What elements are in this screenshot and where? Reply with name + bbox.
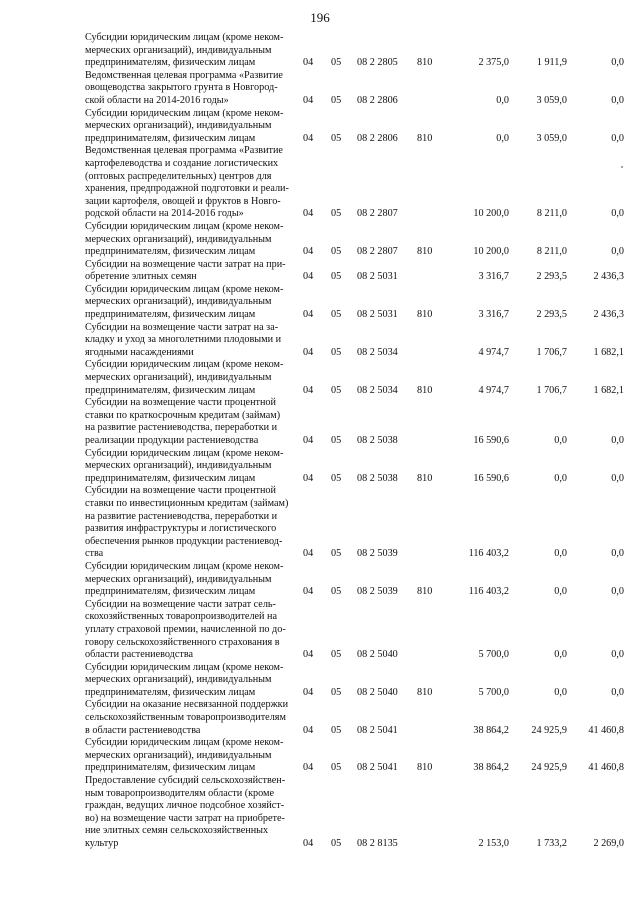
row-target-article: 08 2 5038 bbox=[357, 435, 398, 446]
row-amount-2: 0,0 bbox=[554, 435, 567, 446]
row-expense-type: 810 bbox=[417, 57, 433, 69]
table-row bbox=[85, 485, 624, 561]
row-amount-1: 3 316,7 bbox=[478, 271, 509, 283]
row-amount-3: 0,0 bbox=[611, 132, 624, 144]
row-amount-1: 38 864,2 bbox=[473, 762, 509, 774]
table-row bbox=[85, 322, 624, 360]
row-podrazdel: 05 bbox=[331, 586, 342, 598]
row-amount-1: 4 974,7 bbox=[478, 384, 509, 396]
row-amount-2: 0,0 bbox=[554, 586, 567, 598]
row-amount-3: 1 682,1 bbox=[593, 384, 624, 396]
row-name: Субсидии юридическим лицам (кроме неком- мерческих организаций), индивидуальным предпринимателям, физическим лицам bbox=[85, 220, 284, 258]
table-row bbox=[85, 775, 624, 851]
table-row bbox=[85, 448, 624, 486]
row-expense-type: 810 bbox=[417, 686, 433, 698]
row-target-article: 08 2 5040 bbox=[357, 686, 398, 698]
row-name: Субсидии на оказание несвязанной поддержки сельскохозяйственным товаропроизводителям в области растениеводства bbox=[85, 699, 289, 736]
row-target-article: 08 2 2807 bbox=[357, 246, 398, 258]
table-row bbox=[85, 699, 624, 737]
row-amount-3: 41 460,8 bbox=[588, 762, 624, 774]
row-amount-3: 0,0 bbox=[611, 472, 624, 484]
row-name: Субсидии юридическим лицам (кроме неком- мерческих организаций), индивидуальным предпринимателям, физическим лицам bbox=[85, 359, 284, 396]
row-amount-1: 4 974,7 bbox=[478, 346, 509, 358]
table-row bbox=[85, 70, 624, 108]
row-expense-type bbox=[417, 259, 447, 284]
row-razdel: 04 bbox=[303, 686, 314, 698]
scan-speck bbox=[621, 166, 623, 168]
row-name: Субсидии юридическим лицам (кроме неком- мерческих организаций), индивидуальным предпринимателям, физическим лицам bbox=[85, 737, 284, 774]
row-razdel: 04 bbox=[303, 271, 314, 283]
row-name: Субсидии юридическим лицам (кроме неком- мерческих организаций), индивидуальным предпринимателям, физическим лицам bbox=[85, 107, 284, 144]
row-name: Субсидии на возмещение части затрат сель- скохозяйственных товаропроизводителей на уплату страховой премии, начисленной по до- говору сельскохозяйственного страхования в области растениеводства bbox=[85, 598, 286, 661]
row-expense-type bbox=[417, 775, 447, 851]
budget-table bbox=[85, 32, 624, 851]
row-amount-3: 0,0 bbox=[611, 686, 624, 698]
row-amount-2: 1 733,2 bbox=[536, 838, 567, 849]
row-expense-type bbox=[417, 397, 447, 447]
row-amount-1: 116 403,2 bbox=[468, 586, 509, 598]
table-row bbox=[85, 737, 624, 775]
row-expense-type: 810 bbox=[417, 384, 433, 396]
row-amount-2: 0,0 bbox=[554, 649, 567, 661]
row-razdel: 04 bbox=[303, 472, 314, 484]
row-amount-2: 0,0 bbox=[554, 548, 567, 560]
row-razdel: 04 bbox=[303, 246, 314, 258]
row-podrazdel: 05 bbox=[331, 838, 342, 849]
row-amount-3: 0,0 bbox=[611, 435, 624, 446]
row-razdel: 04 bbox=[303, 586, 314, 598]
row-razdel: 04 bbox=[303, 384, 314, 396]
row-name: Субсидии юридическим лицам (кроме неком- мерческих организаций), индивидуальным предпринимателям, физическим лицам bbox=[85, 560, 284, 598]
row-expense-type bbox=[417, 322, 447, 360]
row-amount-3: 2 436,3 bbox=[593, 271, 624, 283]
row-amount-3: 0,0 bbox=[611, 246, 624, 258]
row-amount-2: 0,0 bbox=[554, 472, 567, 484]
row-expense-type: 810 bbox=[417, 246, 433, 258]
row-name: Субсидии юридическим лицам (кроме неком- мерческих организаций), индивидуальным предпринимателям, физическим лицам bbox=[85, 32, 284, 69]
row-amount-1: 5 700,0 bbox=[478, 686, 509, 698]
table-row bbox=[85, 32, 624, 70]
row-podrazdel: 05 bbox=[331, 548, 342, 560]
row-amount-2: 24 925,9 bbox=[531, 762, 567, 774]
row-amount-1: 2 375,0 bbox=[478, 57, 509, 69]
row-podrazdel: 05 bbox=[331, 132, 342, 144]
row-amount-1: 2 153,0 bbox=[478, 838, 509, 849]
row-amount-2: 1 706,7 bbox=[536, 384, 567, 396]
row-razdel: 04 bbox=[303, 724, 314, 736]
row-expense-type bbox=[417, 145, 447, 221]
row-target-article: 08 2 5031 bbox=[357, 271, 398, 283]
row-target-article: 08 2 5041 bbox=[357, 724, 398, 736]
row-name: Предоставление субсидий сельскохозяйствен- ным товаропроизводителям области (кроме граждан, ведущих личное подсобное хозяйст- во) на возмещение части затрат на приобрете- ние элитных семян сельскохозяйственных культур bbox=[85, 775, 286, 849]
row-amount-1: 16 590,6 bbox=[473, 435, 509, 446]
row-amount-3: 0,0 bbox=[611, 94, 624, 106]
row-amount-2: 1 706,7 bbox=[536, 346, 567, 358]
row-podrazdel: 05 bbox=[331, 346, 342, 358]
row-name: Субсидии юридическим лицам (кроме неком- мерческих организаций), индивидуальным предпринимателям, физическим лицам bbox=[85, 661, 284, 698]
row-target-article: 08 2 5031 bbox=[357, 309, 398, 321]
row-razdel: 04 bbox=[303, 132, 314, 144]
row-razdel: 04 bbox=[303, 309, 314, 321]
row-amount-2: 3 059,0 bbox=[536, 94, 567, 106]
row-target-article: 08 2 5034 bbox=[357, 346, 398, 358]
row-amount-2: 2 293,5 bbox=[536, 309, 567, 321]
row-amount-3: 0,0 bbox=[611, 57, 624, 69]
row-razdel: 04 bbox=[303, 548, 314, 560]
row-target-article: 08 2 2806 bbox=[357, 132, 398, 144]
row-razdel: 04 bbox=[303, 838, 314, 849]
row-target-article: 08 2 2805 bbox=[357, 57, 398, 69]
row-amount-3: 2 436,3 bbox=[593, 309, 624, 321]
page-number: 196 bbox=[310, 10, 330, 25]
row-razdel: 04 bbox=[303, 649, 314, 661]
row-razdel: 04 bbox=[303, 346, 314, 358]
row-podrazdel: 05 bbox=[331, 435, 342, 446]
table-row bbox=[85, 221, 624, 259]
row-amount-2: 1 911,9 bbox=[536, 57, 567, 69]
table-row bbox=[85, 662, 624, 700]
row-amount-2: 8 211,0 bbox=[536, 246, 567, 258]
row-amount-3: 41 460,8 bbox=[588, 724, 624, 736]
row-podrazdel: 05 bbox=[331, 208, 342, 220]
row-name: Субсидии на возмещение части процентной ставки по краткосрочным кредитам (займам) на развитие растениеводства, переработки и реализации продукции растениеводства bbox=[85, 397, 281, 446]
row-name: Субсидии юридическим лицам (кроме неком- мерческих организаций), индивидуальным предпринимателям, физическим лицам bbox=[85, 283, 284, 321]
row-target-article: 08 2 5039 bbox=[357, 586, 398, 598]
row-name: Ведомственная целевая программа «Развитие картофелеводства и создание логистических (оптовых распределительных) центров для хранения, предпродажной подготовки и реали- зации картофеля, овощей и фруктов в Новго- родской области на 2014-2016 годы» bbox=[85, 145, 289, 220]
row-amount-1: 38 864,2 bbox=[473, 724, 509, 736]
row-podrazdel: 05 bbox=[331, 762, 342, 774]
row-amount-2: 24 925,9 bbox=[531, 724, 567, 736]
table-row bbox=[85, 284, 624, 322]
row-podrazdel: 05 bbox=[331, 686, 342, 698]
row-target-article: 08 2 5040 bbox=[357, 649, 398, 661]
row-podrazdel: 05 bbox=[331, 472, 342, 484]
row-podrazdel: 05 bbox=[331, 649, 342, 661]
row-podrazdel: 05 bbox=[331, 384, 342, 396]
table-row bbox=[85, 259, 624, 284]
row-target-article: 08 2 5034 bbox=[357, 384, 398, 396]
row-target-article: 08 2 5039 bbox=[357, 548, 398, 560]
row-amount-1: 10 200,0 bbox=[473, 208, 509, 220]
row-name: Субсидии юридическим лицам (кроме неком- мерческих организаций), индивидуальным предпринимателям, физическим лицам bbox=[85, 447, 284, 484]
row-razdel: 04 bbox=[303, 435, 314, 446]
row-amount-3: 0,0 bbox=[611, 208, 624, 220]
table-row bbox=[85, 359, 624, 397]
row-podrazdel: 05 bbox=[331, 94, 342, 106]
row-expense-type bbox=[417, 485, 447, 561]
row-amount-3: 0,0 bbox=[611, 586, 624, 598]
table-row bbox=[85, 145, 624, 221]
row-razdel: 04 bbox=[303, 762, 314, 774]
row-expense-type bbox=[417, 699, 447, 737]
row-podrazdel: 05 bbox=[331, 246, 342, 258]
row-podrazdel: 05 bbox=[331, 271, 342, 283]
row-amount-2: 8 211,0 bbox=[536, 208, 567, 220]
row-amount-1: 10 200,0 bbox=[473, 246, 509, 258]
row-target-article: 08 2 2807 bbox=[357, 208, 398, 220]
row-amount-1: 16 590,6 bbox=[473, 472, 509, 484]
row-razdel: 04 bbox=[303, 94, 314, 106]
row-target-article: 08 2 2806 bbox=[357, 94, 398, 106]
row-amount-3: 1 682,1 bbox=[593, 346, 624, 358]
row-amount-1: 0,0 bbox=[496, 132, 509, 144]
row-target-article: 08 2 5041 bbox=[357, 762, 398, 774]
table-body bbox=[85, 32, 624, 851]
row-expense-type: 810 bbox=[417, 762, 433, 774]
row-expense-type: 810 bbox=[417, 586, 433, 598]
row-podrazdel: 05 bbox=[331, 724, 342, 736]
row-target-article: 08 2 8135 bbox=[357, 838, 398, 849]
row-expense-type bbox=[417, 70, 447, 108]
row-amount-2: 0,0 bbox=[554, 686, 567, 698]
row-amount-2: 2 293,5 bbox=[536, 271, 567, 283]
row-expense-type bbox=[417, 599, 447, 662]
table-row bbox=[85, 397, 624, 447]
row-amount-1: 0,0 bbox=[496, 94, 509, 106]
row-expense-type: 810 bbox=[417, 309, 433, 321]
row-podrazdel: 05 bbox=[331, 309, 342, 321]
row-razdel: 04 bbox=[303, 57, 314, 69]
table-row bbox=[85, 108, 624, 146]
row-amount-3: 2 269,0 bbox=[593, 838, 624, 849]
row-razdel: 04 bbox=[303, 208, 314, 220]
row-amount-2: 3 059,0 bbox=[536, 132, 567, 144]
row-amount-3: 0,0 bbox=[611, 548, 624, 560]
row-expense-type: 810 bbox=[417, 132, 433, 144]
table-row bbox=[85, 561, 624, 599]
row-target-article: 08 2 5038 bbox=[357, 472, 398, 484]
row-amount-1: 3 316,7 bbox=[478, 309, 509, 321]
row-amount-1: 5 700,0 bbox=[478, 649, 509, 661]
row-expense-type: 810 bbox=[417, 472, 433, 484]
table-row bbox=[85, 599, 624, 662]
row-name: Субсидии на возмещение части затрат на за- кладку и уход за многолетними плодовыми и ягодными насаждениями bbox=[85, 321, 282, 358]
row-name: Ведомственная целевая программа «Развитие овощеводства закрытого грунта в Новгород- ской области на 2014-2016 годы» bbox=[85, 69, 283, 106]
row-name: Субсидии на возмещение части процентной ставки по инвестиционным кредитам (займам) на развитие растениеводства, переработки и развития инфраструктуры и логистического обеспечения рынков продукции растениевод- ства bbox=[85, 485, 289, 560]
row-amount-1: 116 403,2 bbox=[468, 548, 509, 560]
row-podrazdel: 05 bbox=[331, 57, 342, 69]
row-name: Субсидии на возмещение части затрат на при- обретение элитных семян bbox=[85, 258, 286, 283]
row-amount-3: 0,0 bbox=[611, 649, 624, 661]
